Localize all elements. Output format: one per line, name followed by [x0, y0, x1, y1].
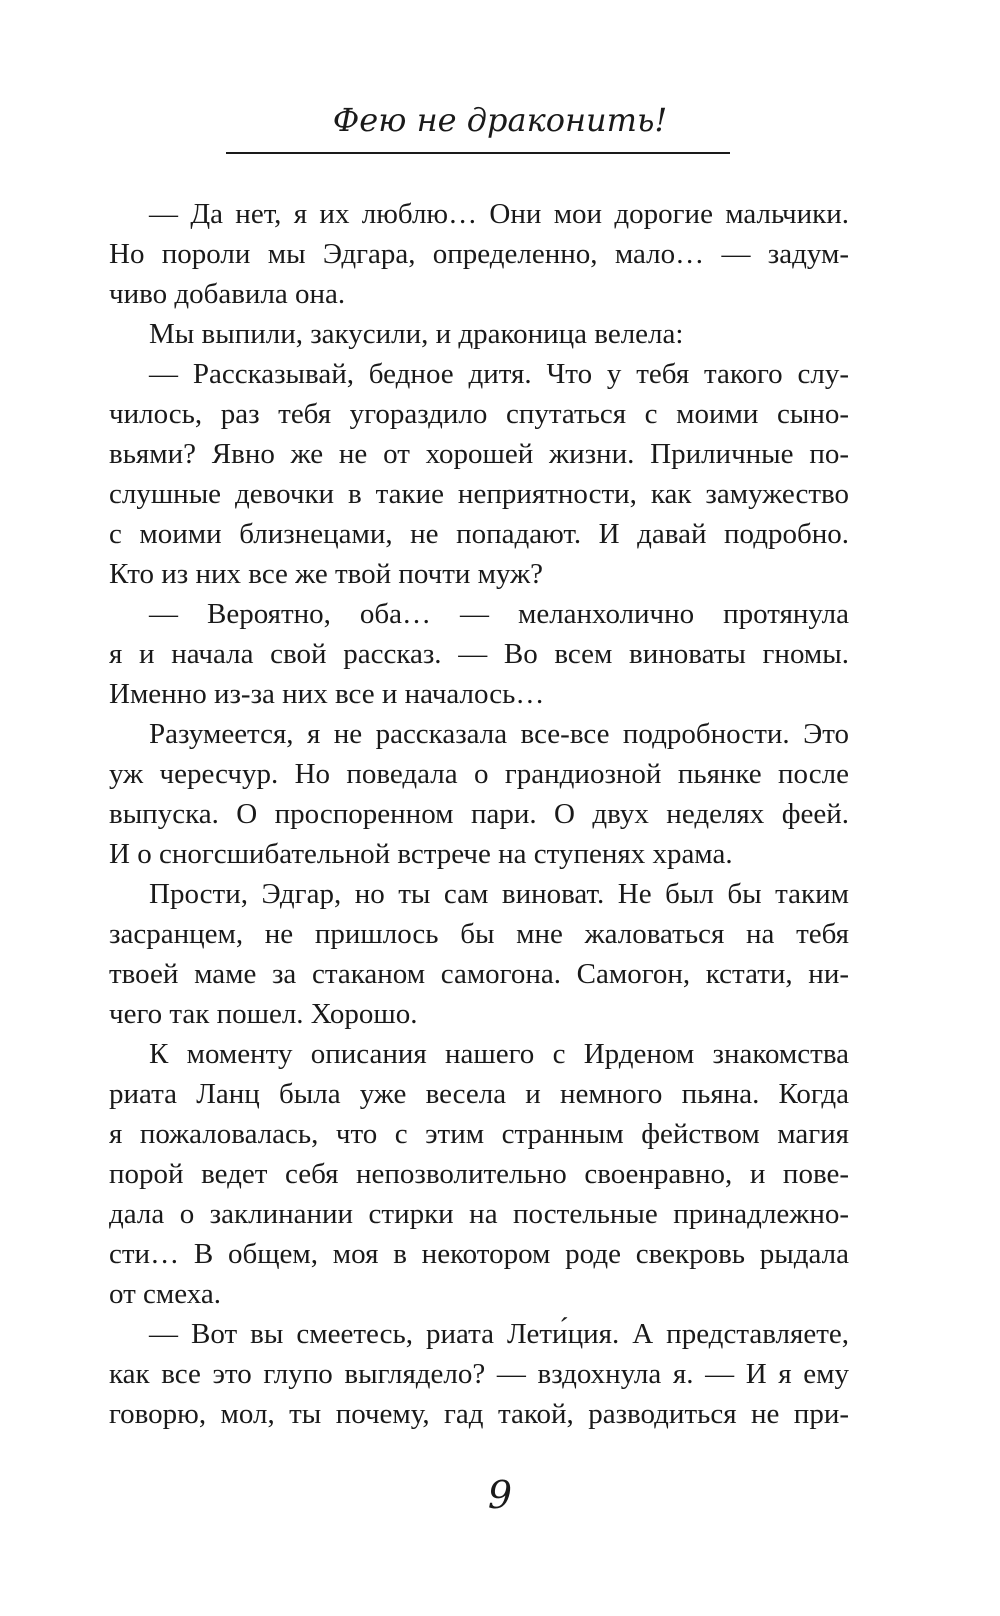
body-text	[109, 194, 849, 1434]
text-line: — Да нет, я их люблю… Они мои дорогие мальчики.	[149, 198, 849, 230]
text-line: выпуска. О проспоренном пари. О двух неделях феей.	[109, 798, 849, 830]
text-line: К моменту описания нашего с Ирденом знакомства	[149, 1038, 849, 1070]
text-line: Прости, Эдгар, но ты сам виноват. Не был бы таким	[149, 878, 849, 910]
text-line: слушные девочки в такие неприятности, как замужество	[109, 478, 849, 510]
text-line: Разумеется, я не рассказала все-все подробности. Это	[149, 718, 849, 750]
text-line: Кто из них все же твой почти муж?	[109, 558, 544, 590]
page-number: 9	[487, 1473, 513, 1517]
header-rule	[226, 152, 730, 154]
text-line: риата Ланц была уже весела и немного пьяна. Когда	[109, 1078, 849, 1110]
text-line: — Вероятно, оба… — меланхолично протянула	[149, 598, 849, 630]
text-line: как все это глупо выглядело? — вздохнула я. — И я ему	[109, 1358, 849, 1390]
text-line: Мы выпили, закусили, и драконица велела:	[149, 318, 684, 350]
text-line: я пожаловалась, что с этим странным фейством магия	[109, 1118, 849, 1150]
text-line: говорю, мол, ты почему, гад такой, разводиться не при-	[109, 1398, 849, 1430]
text-line: уж чересчур. Но поведала о грандиозной пьянке после	[109, 758, 849, 790]
text-line: Но пороли мы Эдгара, определенно, мало… — задум-	[109, 238, 849, 270]
text-line: вьями? Явно же не от хорошей жизни. Приличные по-	[109, 438, 849, 470]
text-line: твоей маме за стаканом самогона. Самогон, кстати, ни-	[109, 958, 849, 990]
text-line: засранцем, не пришлось бы мне жаловаться на тебя	[109, 918, 849, 950]
text-line: — Рассказывай, бедное дитя. Что у тебя такого слу-	[149, 358, 849, 390]
running-title: Фею не драконить!	[332, 101, 668, 139]
text-line: Именно из-за них все и началось…	[109, 678, 545, 710]
text-line: от смеха.	[109, 1278, 221, 1310]
text-line: чилось, раз тебя угораздило спутаться с моими сыно-	[109, 398, 849, 430]
text-line: чего так пошел. Хорошо.	[109, 998, 418, 1030]
text-line: И о сногсшибательной встрече на ступенях храма.	[109, 838, 733, 870]
text-line: порой ведет себя непозволительно своенравно, и пове-	[109, 1158, 849, 1190]
text-line: сти… В общем, моя в некотором роде свекровь рыдала	[109, 1238, 849, 1270]
text-line: с моими близнецами, не попадают. И давай подробно.	[109, 518, 849, 550]
text-line: дала о заклинании стирки на постельные принадлежно-	[109, 1198, 849, 1230]
text-line: — Вот вы смеетесь, риата Лети́ция. А представляете,	[149, 1318, 849, 1350]
text-line: чиво добавила она.	[109, 278, 346, 310]
text-line: я и начала свой рассказ. — Во всем виноваты гномы.	[109, 638, 849, 670]
